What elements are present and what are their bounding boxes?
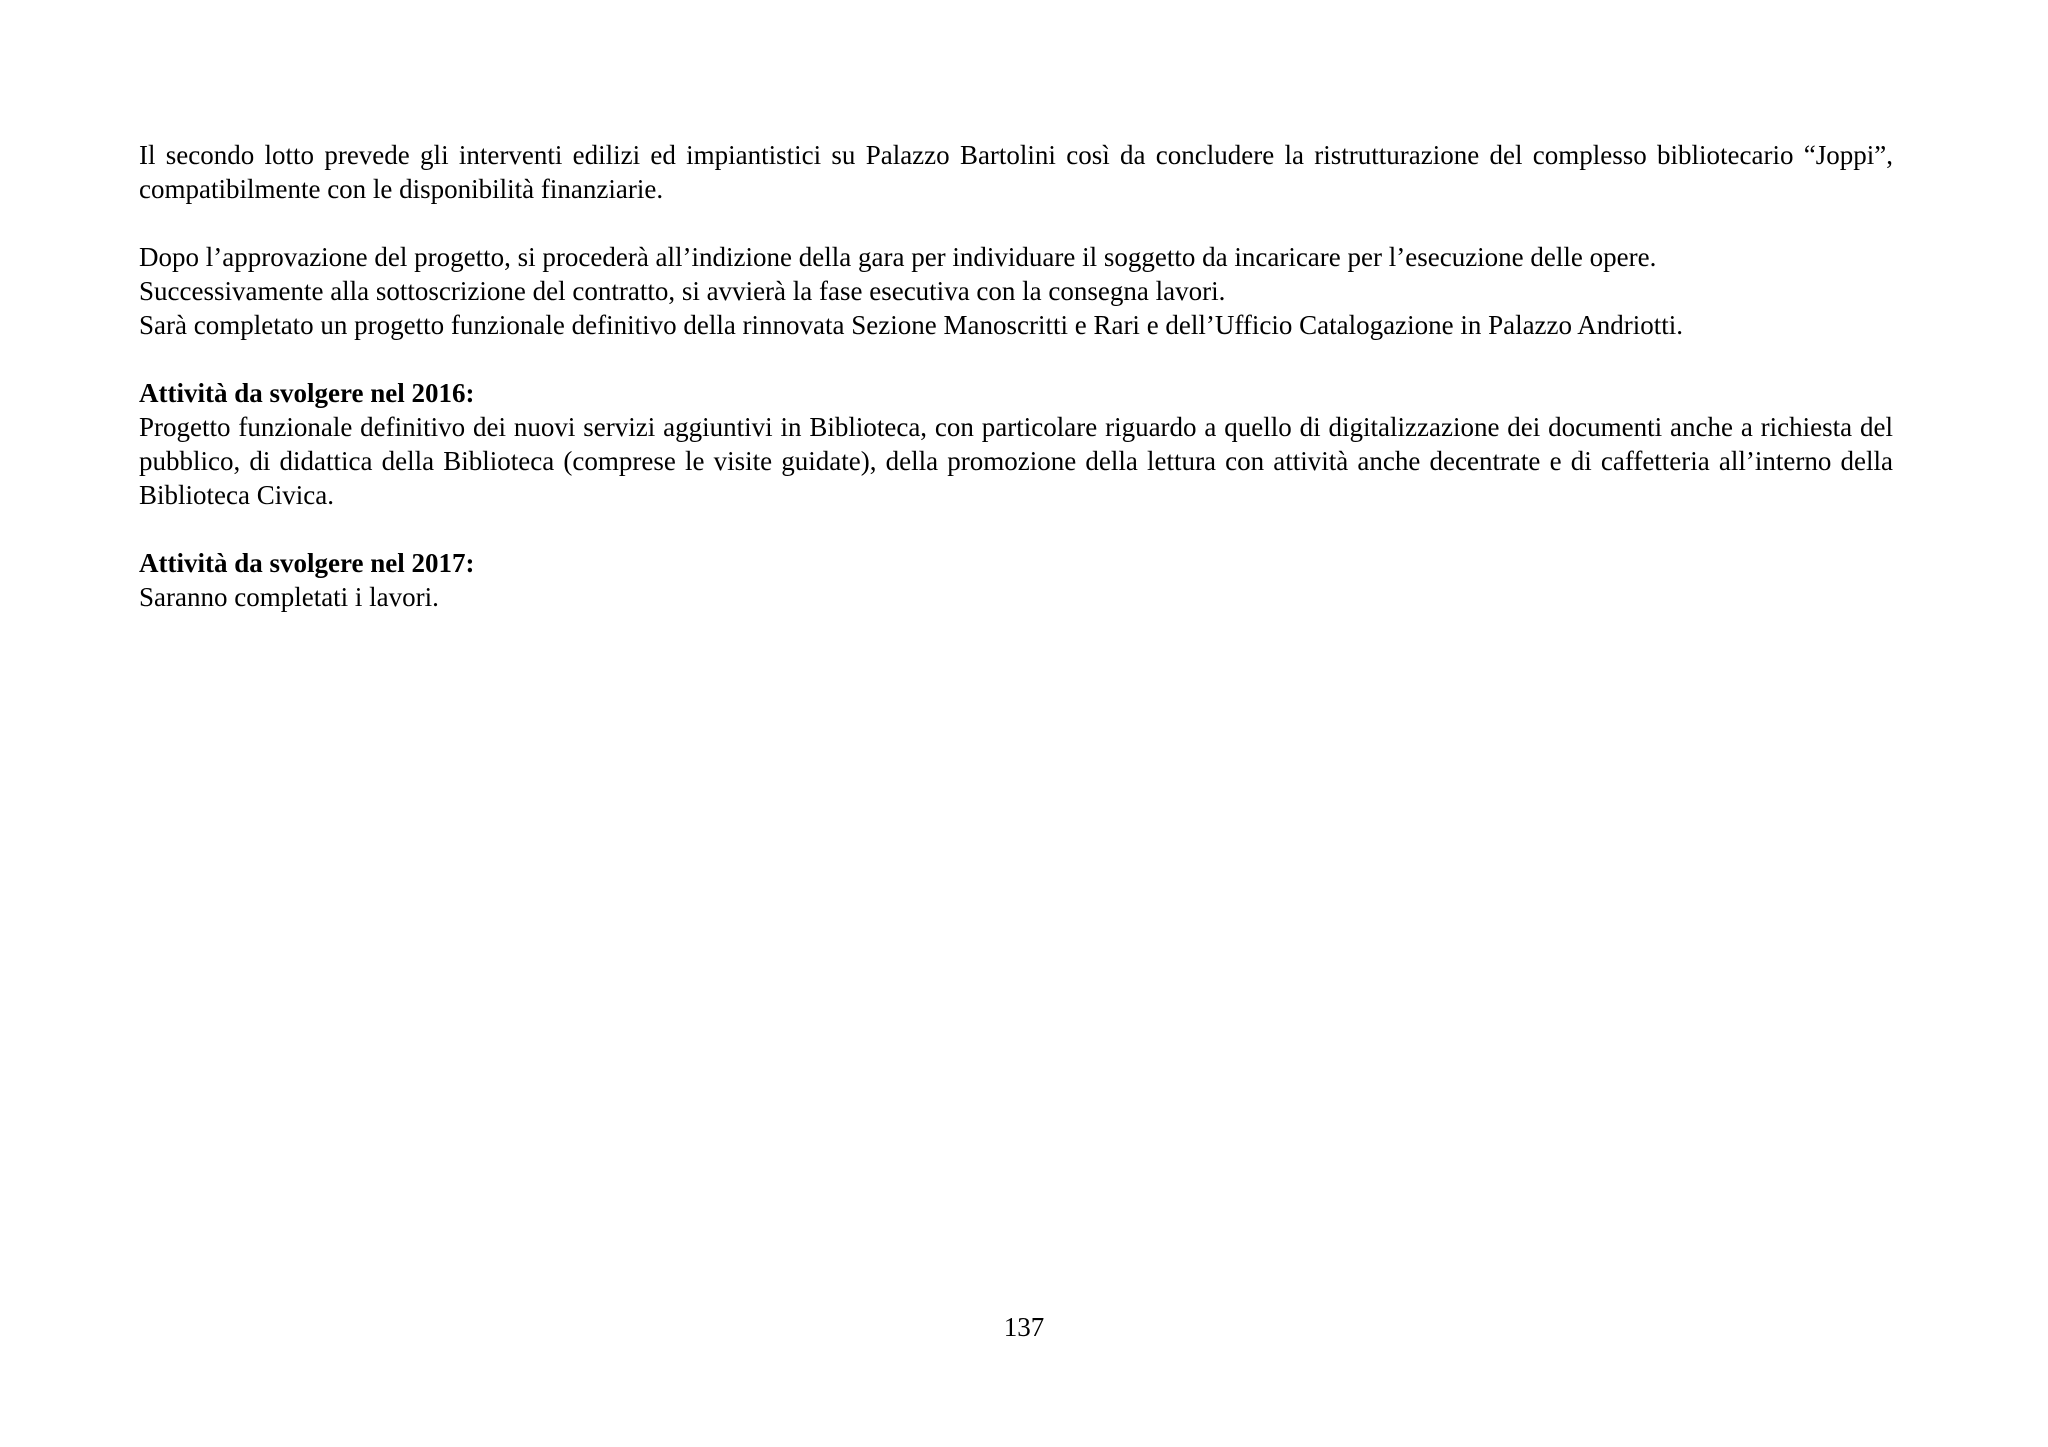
paragraph-sottoscrizione: Successivamente alla sottoscrizione del contratto, si avvierà la fase esecutiva con la consegna lavori. bbox=[139, 276, 1226, 306]
paragraph-secondo-lotto: Il secondo lotto prevede gli interventi edilizi ed impiantistici su Palazzo Bartolini così da concludere la ristrutturazione del complesso bibliotecario “Joppi”, compatibilmente con le disponibilità finanziarie. bbox=[139, 140, 1893, 204]
paragraph-approvazione: Dopo l’approvazione del progetto, si procederà all’indizione della gara per individuare il soggetto da incaricare per l’esecuzione delle opere. bbox=[139, 242, 1657, 272]
section-body-2016: Progetto funzionale definitivo dei nuovi servizi aggiuntivi in Biblioteca, con particolare riguardo a quello di digitalizzazione dei documenti anche a richiesta del pubblico, di didattica della Biblioteca (comprese le visite guidate), della promozione della lettura con attività anche decentrate e di caffetteria all’interno della Biblioteca Civica. bbox=[139, 412, 1893, 510]
section-heading-2017: Attività da svolgere nel 2017: bbox=[139, 548, 475, 578]
paragraph-gap bbox=[139, 342, 1893, 376]
paragraph-gap bbox=[139, 206, 1893, 240]
paragraph-progetto-funzionale: Sarà completato un progetto funzionale definitivo della rinnovata Sezione Manoscritti e Rari e dell’Ufficio Catalogazione in Palazzo Andriotti. bbox=[139, 310, 1684, 340]
section-body-2017: Saranno completati i lavori. bbox=[139, 582, 439, 612]
section-heading-2016: Attività da svolgere nel 2016: bbox=[139, 378, 475, 408]
page-number: 137 bbox=[1003, 1312, 1045, 1342]
document-body bbox=[139, 138, 1893, 614]
paragraph-gap bbox=[139, 512, 1893, 546]
